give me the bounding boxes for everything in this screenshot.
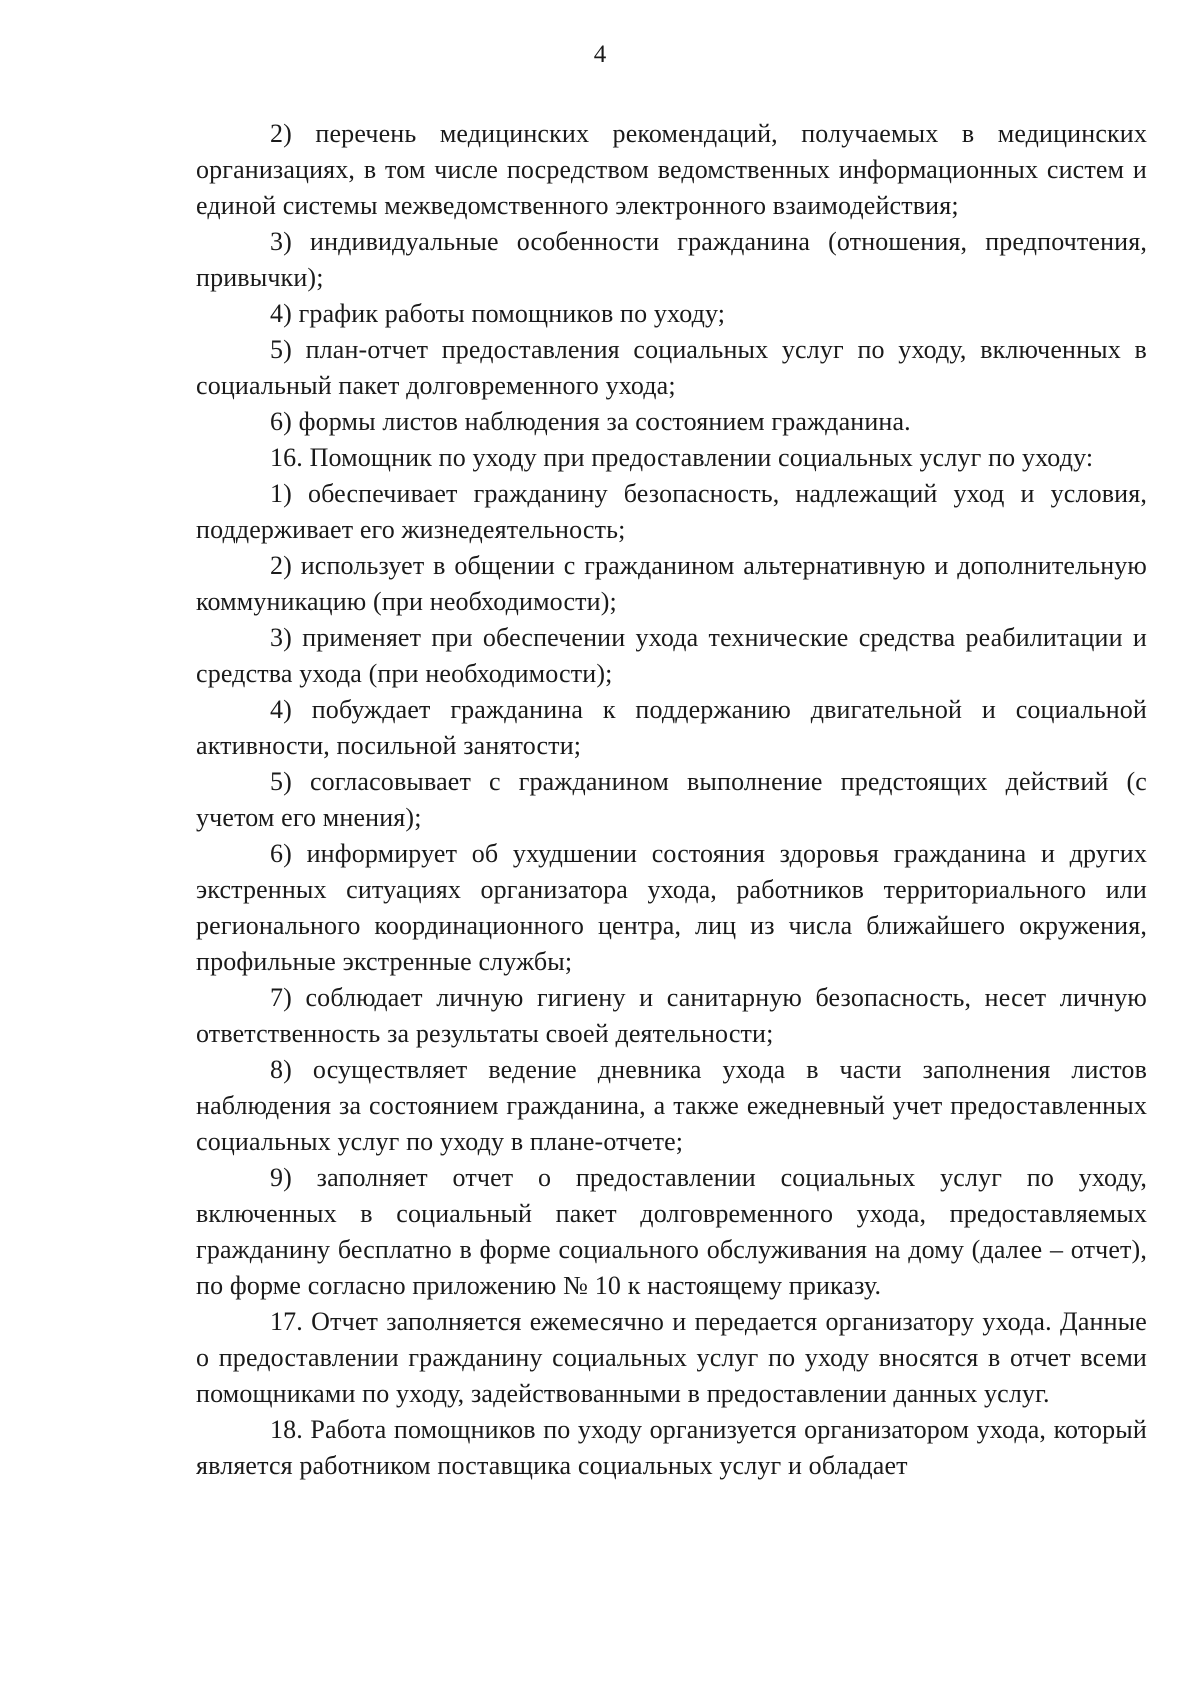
page-number: 4 [593, 41, 607, 68]
paragraph-16-item-4: 4) побуждает гражданина к поддержанию двигательной и социальной активности, посильной занятости; [196, 695, 1147, 760]
paragraph-item-4-work-schedule: 4) график работы помощников по уходу; [270, 299, 726, 328]
paragraph-16-item-9: 9) заполняет отчет о предоставлении социальных услуг по уходу, включенных в социальный пакет долговременного ухода, предоставляемых гражданину бесплатно в форме социального обслуживания на дому (далее – отчет), по форме согласно приложению № 10 к настоящему приказу. [196, 1163, 1147, 1300]
paragraph-item-5-plan-report: 5) план-отчет предоставления социальных услуг по уходу, включенных в социальный пакет долговременного ухода; [196, 335, 1147, 400]
paragraph-16-item-3: 3) применяет при обеспечении ухода технические средства реабилитации и средства ухода (при необходимости); [196, 623, 1147, 688]
paragraph-16-item-5: 5) согласовывает с гражданином выполнение предстоящих действий (с учетом его мнения); [196, 767, 1147, 832]
paragraph-section-17: 17. Отчет заполняется ежемесячно и передается организатору ухода. Данные о предоставлении гражданину социальных услуг по уходу вносятся в отчет всеми помощниками по уходу, задействованными в предоставлении данных услуг. [196, 1307, 1147, 1408]
paragraph-section-18: 18. Работа помощников по уходу организуется организатором ухода, который является работником поставщика социальных услуг и обладает [196, 1415, 1147, 1480]
paragraph-16-item-7: 7) соблюдает личную гигиену и санитарную безопасность, несет личную ответственность за результаты своей деятельности; [196, 983, 1147, 1048]
paragraph-item-2-medical-recommendations: 2) перечень медицинских рекомендаций, получаемых в медицинских организациях, в том числе посредством ведомственных информационных систем и единой системы межведомственного электронного взаимодействия; [196, 119, 1147, 220]
paragraph-16-item-6: 6) информирует об ухудшении состояния здоровья гражданина и других экстренных ситуациях организатора ухода, работников территориального или регионального координационного центра, лиц из числа ближайшего окружения, профильные экстренные службы; [196, 839, 1147, 976]
document-body [196, 116, 1147, 1484]
paragraph-item-3-individual-features: 3) индивидуальные особенности гражданина (отношения, предпочтения, привычки); [196, 227, 1147, 292]
paragraph-item-6-observation-forms: 6) формы листов наблюдения за состоянием гражданина. [270, 407, 911, 436]
paragraph-16-item-1: 1) обеспечивает гражданину безопасность, надлежащий уход и условия, поддерживает его жизнедеятельность; [196, 479, 1147, 544]
paragraph-16-item-8: 8) осуществляет ведение дневника ухода в части заполнения листов наблюдения за состоянием гражданина, а также ежедневный учет предоставленных социальных услуг по уходу в плане-отчете; [196, 1055, 1147, 1156]
paragraph-section-16: 16. Помощник по уходу при предоставлении социальных услуг по уходу: [270, 443, 1094, 472]
paragraph-16-item-2: 2) использует в общении с гражданином альтернативную и дополнительную коммуникацию (при необходимости); [196, 551, 1147, 616]
